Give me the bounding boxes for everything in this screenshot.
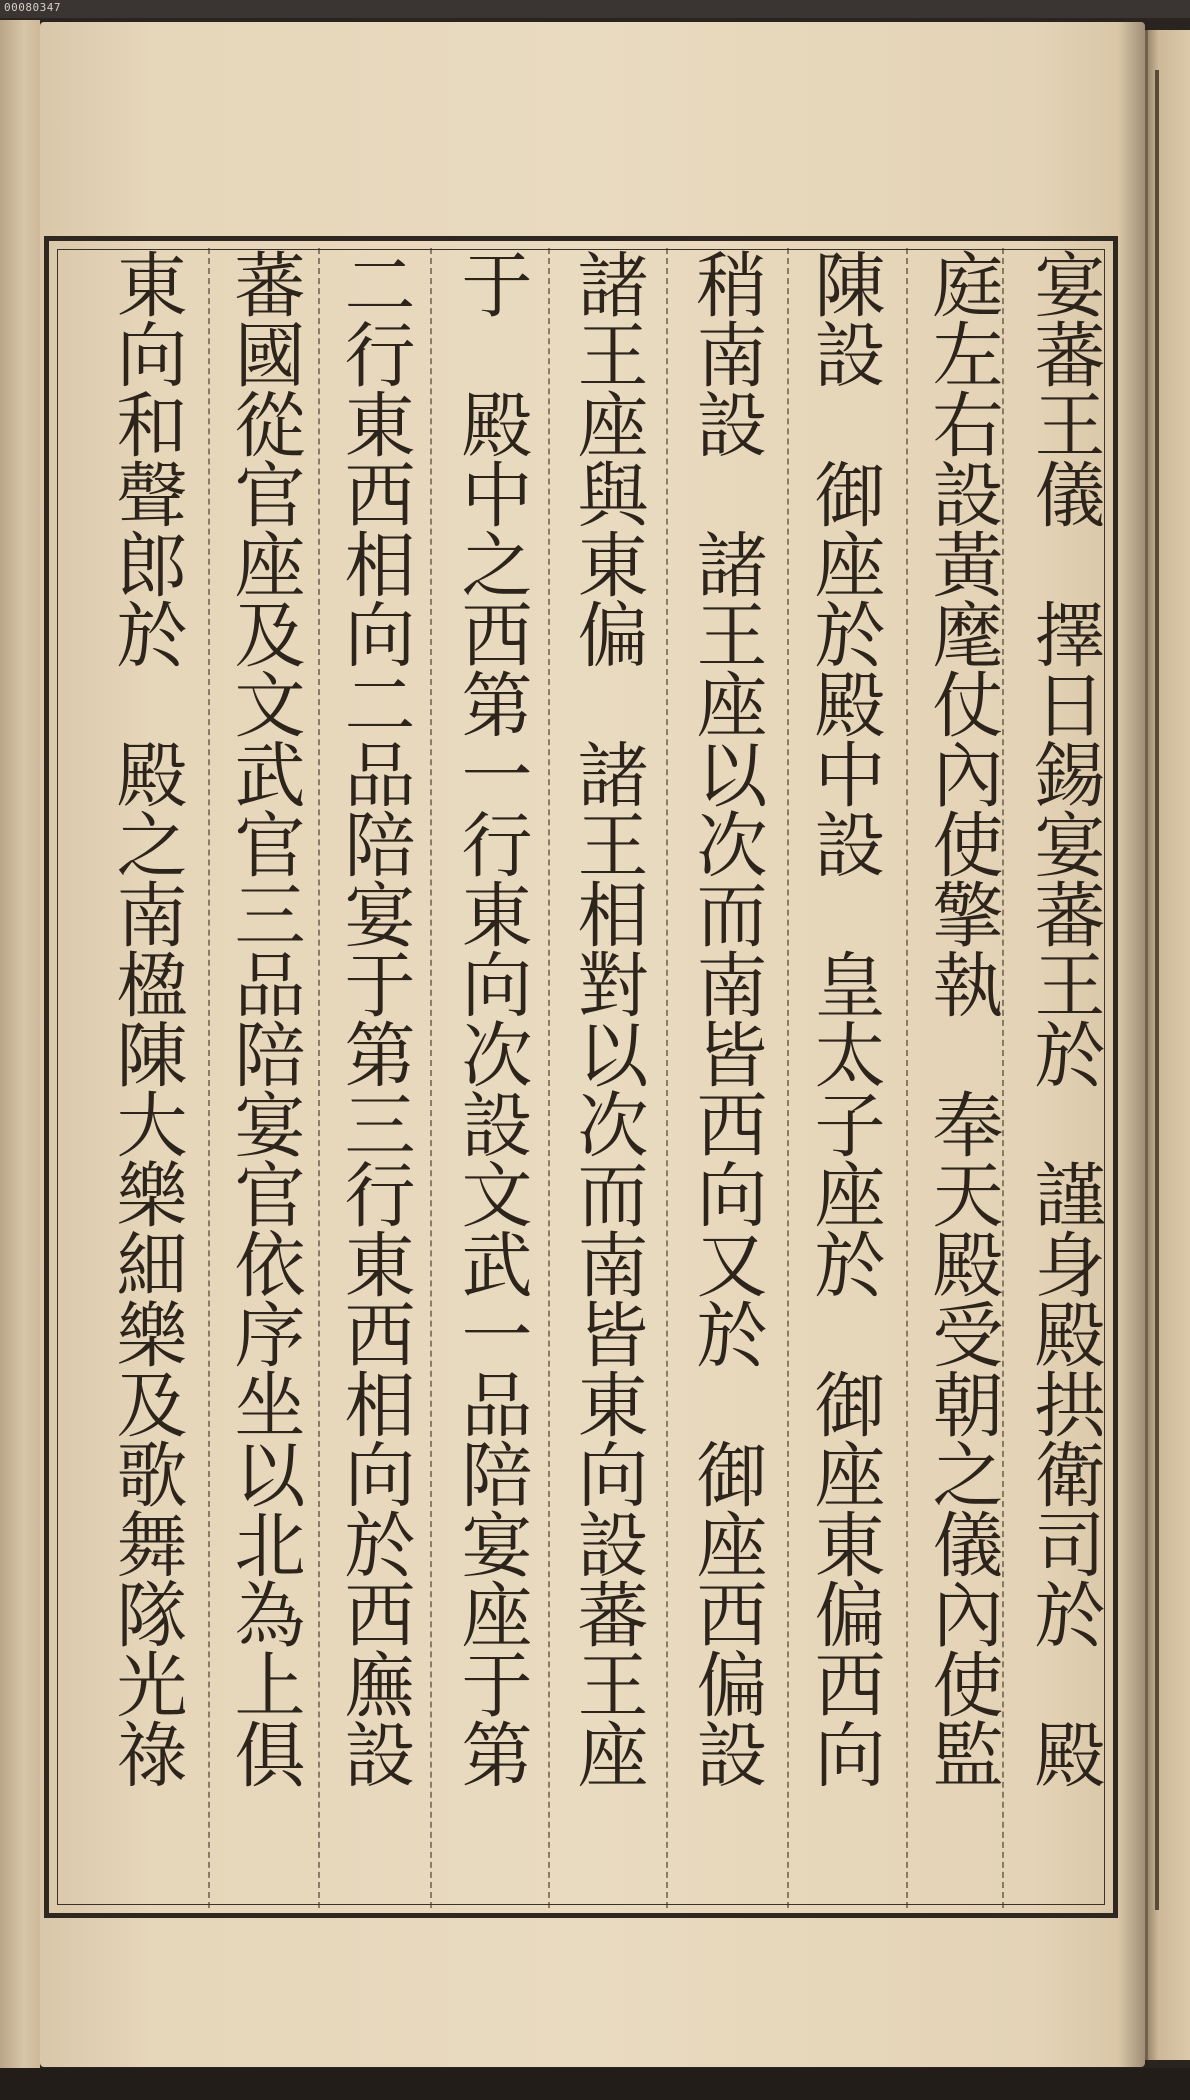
column-text: 稍南設 諸王座以次而南皆西向又於 御座西偏設	[685, 248, 768, 1788]
text-column-8	[210, 248, 318, 1908]
column-text: 蕃國從官座及文武官三品陪宴官依序坐以北為上俱	[223, 248, 306, 1788]
top-bar	[0, 0, 1190, 18]
column-text: 陳設 御座於殿中設 皇太子座於 御座東偏西向	[803, 248, 886, 1788]
right-page-frame-line	[1155, 70, 1159, 1910]
column-text: 諸王座與東偏 諸王相對以次而南皆東向設蕃王座	[566, 248, 649, 1788]
bottom-background	[0, 2068, 1190, 2100]
text-column-1	[1010, 248, 1118, 1908]
column-divider	[548, 248, 550, 1908]
text-column-4	[672, 248, 780, 1908]
binding-shadow	[1118, 22, 1148, 2067]
column-divider	[787, 248, 789, 1908]
column-text: 東向和聲郎於 殿之南楹陳大樂細樂及歌舞隊光祿	[105, 248, 188, 1788]
text-column-6	[437, 248, 545, 1908]
right-page-edge	[1145, 30, 1190, 2060]
text-column-5	[553, 248, 661, 1908]
text-column-7	[320, 248, 428, 1908]
column-divider	[430, 248, 432, 1908]
column-text: 庭左右設黃麾仗內使擎執 奉天殿受朝之儀內使監	[921, 248, 1004, 1788]
text-column-3	[790, 248, 898, 1908]
page-id-label: 00080347	[4, 1, 61, 14]
text-column-2	[908, 248, 1016, 1908]
column-text: 于 殿中之西第一行東向次設文武一品陪宴座于第	[450, 248, 533, 1788]
column-divider	[666, 248, 668, 1908]
text-column-9	[92, 248, 200, 1908]
column-text: 宴蕃王儀 擇日錫宴蕃王於 謹身殿拱衛司於 殿	[1023, 248, 1106, 1788]
column-text: 二行東西相向二品陪宴于第三行東西相向於西廡設	[333, 248, 416, 1788]
left-page-edge	[0, 20, 40, 2070]
